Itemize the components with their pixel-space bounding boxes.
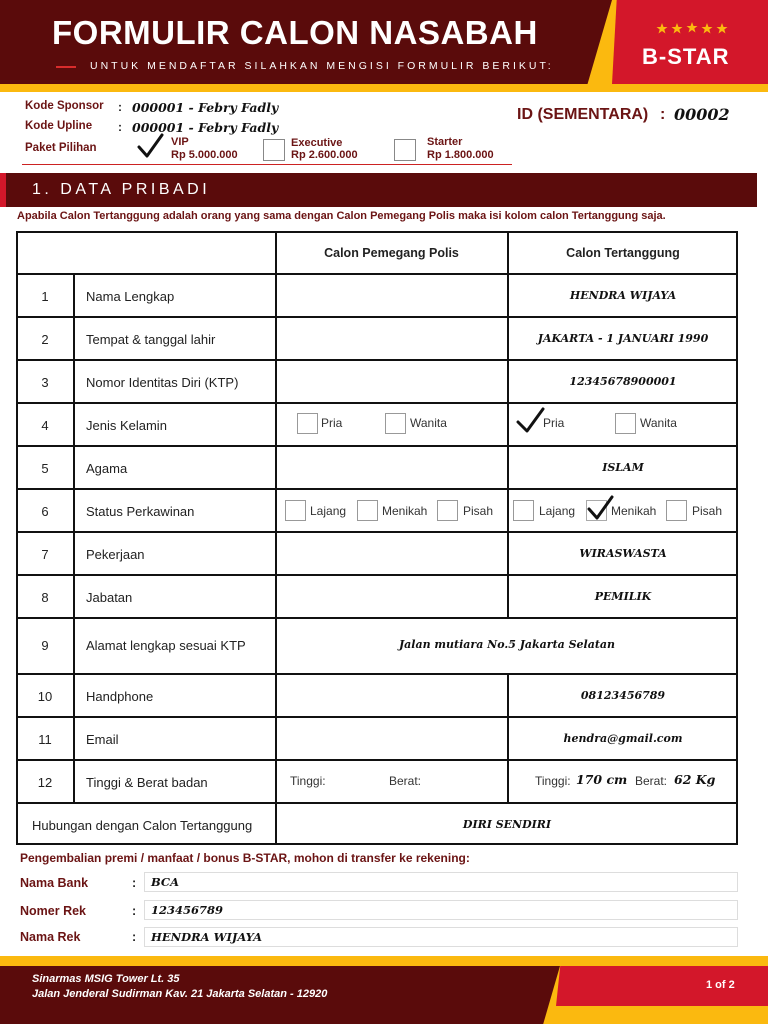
table-row-divider xyxy=(16,759,738,761)
insured-gender-female-checkbox[interactable] xyxy=(615,413,636,434)
table-row-divider xyxy=(16,673,738,675)
table-row-divider xyxy=(16,488,738,490)
policy-holder-height-label: Tinggi: xyxy=(290,774,326,788)
marital-option-label: Lajang xyxy=(539,504,576,518)
bank-name-field[interactable] xyxy=(144,872,738,892)
package-starter-checkbox[interactable] xyxy=(394,139,416,161)
package-executive-price: Rp 2.600.000 xyxy=(291,149,358,161)
policy-holder-weight-label: Berat: xyxy=(389,774,422,788)
account-name-value: HENDRA WIJAYA xyxy=(151,930,263,944)
upline-label: Kode Upline xyxy=(25,120,93,132)
logo-panel xyxy=(612,0,768,84)
account-number-colon: : xyxy=(132,904,137,918)
page-title: FORMULIR CALON NASABAH xyxy=(52,14,538,51)
column-header-insured: Calon Tertanggung xyxy=(566,246,680,260)
sponsor-colon: : xyxy=(118,100,122,114)
insured-gender-male-checkmark-icon xyxy=(515,406,545,434)
table-row-divider xyxy=(16,574,738,576)
table-row-divider xyxy=(16,802,738,804)
bank-intro: Pengembalian premi / manfaat / bonus B-STAR, mohon di transfer ke rekening: xyxy=(20,851,470,865)
marital-option-label: Pisah xyxy=(463,504,494,518)
table-row-divider xyxy=(16,359,738,361)
marital-option-label: Lajang xyxy=(310,504,347,518)
row-label: Jenis Kelamin xyxy=(86,418,167,433)
logo-stars-icon xyxy=(656,22,730,36)
row-label: Alamat lengkap sesuai KTP xyxy=(86,638,246,653)
footer-address-line2: Jalan Jenderal Sudirman Kav. 21 Jakarta Selatan - 12920 xyxy=(32,988,328,1000)
row-number: 11 xyxy=(38,732,52,747)
table-col-divider xyxy=(73,273,75,802)
section-note: Apabila Calon Tertanggung adalah orang yang sama dengan Calon Pemegang Polis maka isi kolom calon Tertanggung saja. xyxy=(17,210,666,222)
marital-option-label: Pisah xyxy=(692,504,723,518)
insured-separated-checkbox[interactable] xyxy=(666,500,687,521)
sponsor-value[interactable]: 000001 - Febry Fadly xyxy=(132,100,279,115)
insured-height-label: Tinggi: xyxy=(535,774,571,788)
personal-data-table xyxy=(16,231,738,845)
account-name-label: Nama Rek xyxy=(20,930,81,944)
policy-holder-married-checkbox[interactable] xyxy=(357,500,378,521)
row-number: 1 xyxy=(41,289,49,304)
bank-name-label: Nama Bank xyxy=(20,876,89,890)
row-label: Tempat & tanggal lahir xyxy=(86,332,216,347)
address-value[interactable]: Jalan mutiara No.5 Jakarta Selatan xyxy=(398,638,616,651)
insured-religion[interactable]: ISLAM xyxy=(602,461,644,474)
section-accent xyxy=(0,173,6,207)
package-label: Paket Pilihan xyxy=(25,142,97,154)
table-col-divider xyxy=(275,231,277,845)
account-name-colon: : xyxy=(132,930,137,944)
account-number-label: Nomer Rek xyxy=(20,904,86,918)
insured-married-checkmark-icon xyxy=(586,494,614,522)
policy-holder-gender-male-checkbox[interactable] xyxy=(297,413,318,434)
row-number: 5 xyxy=(41,461,49,476)
upline-colon: : xyxy=(118,120,122,134)
gender-option-label: Wanita xyxy=(410,416,447,430)
row-label: Agama xyxy=(86,461,128,476)
upline-value[interactable]: 000001 - Febry Fadly xyxy=(132,120,279,135)
section-banner xyxy=(0,173,757,207)
subtitle-accent-line xyxy=(56,66,76,68)
footer-page-number: 1 of 2 xyxy=(706,979,735,991)
table-row-divider xyxy=(16,445,738,447)
table-row-divider xyxy=(16,273,738,275)
table-row-divider xyxy=(16,402,738,404)
row-label: Email xyxy=(86,732,119,747)
insured-phone[interactable]: 08123456789 xyxy=(580,689,666,702)
sponsor-label: Kode Sponsor xyxy=(25,100,104,112)
gender-option-label: Pria xyxy=(321,416,343,430)
insured-occupation[interactable]: WIRASWASTA xyxy=(579,547,667,560)
marital-option-label: Menikah xyxy=(611,504,657,518)
row-number: 12 xyxy=(37,775,53,790)
account-number-value: 123456789 xyxy=(151,903,224,917)
package-vip-checkmark-icon xyxy=(136,132,164,160)
row-number: 6 xyxy=(41,504,49,519)
policy-holder-single-checkbox[interactable] xyxy=(285,500,306,521)
package-starter-price: Rp 1.800.000 xyxy=(427,149,494,161)
insured-single-checkbox[interactable] xyxy=(513,500,534,521)
policy-holder-separated-checkbox[interactable] xyxy=(437,500,458,521)
row-number: 2 xyxy=(41,332,49,347)
row-number: 9 xyxy=(41,638,49,653)
package-executive-checkbox[interactable] xyxy=(263,139,285,161)
relation-value[interactable]: DIRI SENDIRI xyxy=(462,818,552,831)
footer-address-line1: Sinarmas MSIG Tower Lt. 35 xyxy=(32,973,180,985)
insured-email[interactable]: hendra@gmail.com xyxy=(563,732,683,745)
insured-weight-value[interactable]: 62 Kg xyxy=(674,772,716,787)
account-number-field[interactable] xyxy=(144,900,738,920)
table-row-divider xyxy=(16,617,738,619)
insured-height-value[interactable]: 170 cm xyxy=(576,772,628,787)
row-number: 8 xyxy=(41,590,49,605)
package-vip-name: VIP xyxy=(171,136,189,148)
row-number: 3 xyxy=(41,375,49,390)
id-value[interactable]: 00002 xyxy=(674,105,730,124)
package-executive-name: Executive xyxy=(291,137,343,149)
table-row-divider xyxy=(16,316,738,318)
page-subtitle: UNTUK MENDAFTAR SILAHKAN MENGISI FORMULIR BERIKUT: xyxy=(90,60,554,72)
account-name-field[interactable] xyxy=(144,927,738,947)
package-starter-name: Starter xyxy=(427,136,463,148)
id-label: ID (SEMENTARA) xyxy=(517,106,649,123)
bank-name-value: BCA xyxy=(151,875,180,889)
table-row-divider xyxy=(16,531,738,533)
section-title: 1. DATA PRIBADI xyxy=(32,181,211,198)
row-label: Handphone xyxy=(86,689,154,704)
insured-position[interactable]: PEMILIK xyxy=(594,590,652,603)
marital-option-label: Menikah xyxy=(382,504,428,518)
row-label: Status Perkawinan xyxy=(86,504,195,519)
relation-label: Hubungan dengan Calon Tertanggung xyxy=(32,818,253,833)
table-row-divider xyxy=(16,716,738,718)
row-label: Tinggi & Berat badan xyxy=(86,775,208,790)
gender-option-label: Pria xyxy=(543,416,565,430)
column-header-policy-holder: Calon Pemegang Polis xyxy=(324,246,459,260)
insured-weight-label: Berat: xyxy=(635,774,668,788)
row-label: Nama Lengkap xyxy=(86,289,175,304)
id-colon: : xyxy=(660,106,666,123)
row-number: 4 xyxy=(41,418,49,433)
row-number: 10 xyxy=(37,689,53,704)
gender-option-label: Wanita xyxy=(640,416,677,430)
bank-name-colon: : xyxy=(132,876,137,890)
row-label: Nomor Identitas Diri (KTP) xyxy=(86,375,239,390)
package-underline xyxy=(22,164,512,165)
policy-holder-gender-female-checkbox[interactable] xyxy=(385,413,406,434)
row-number: 7 xyxy=(41,547,49,562)
package-vip-price: Rp 5.000.000 xyxy=(171,149,238,161)
insured-birth-place-date[interactable]: JAKARTA - 1 JANUARI 1990 xyxy=(537,332,709,345)
insured-id-number[interactable]: 12345678900001 xyxy=(569,375,677,388)
logo-text: B-STAR xyxy=(642,44,730,69)
row-label: Pekerjaan xyxy=(86,547,145,562)
row-label: Jabatan xyxy=(86,590,133,605)
footer-page-panel xyxy=(556,966,768,1006)
insured-full-name[interactable]: HENDRA WIJAYA xyxy=(569,289,677,302)
